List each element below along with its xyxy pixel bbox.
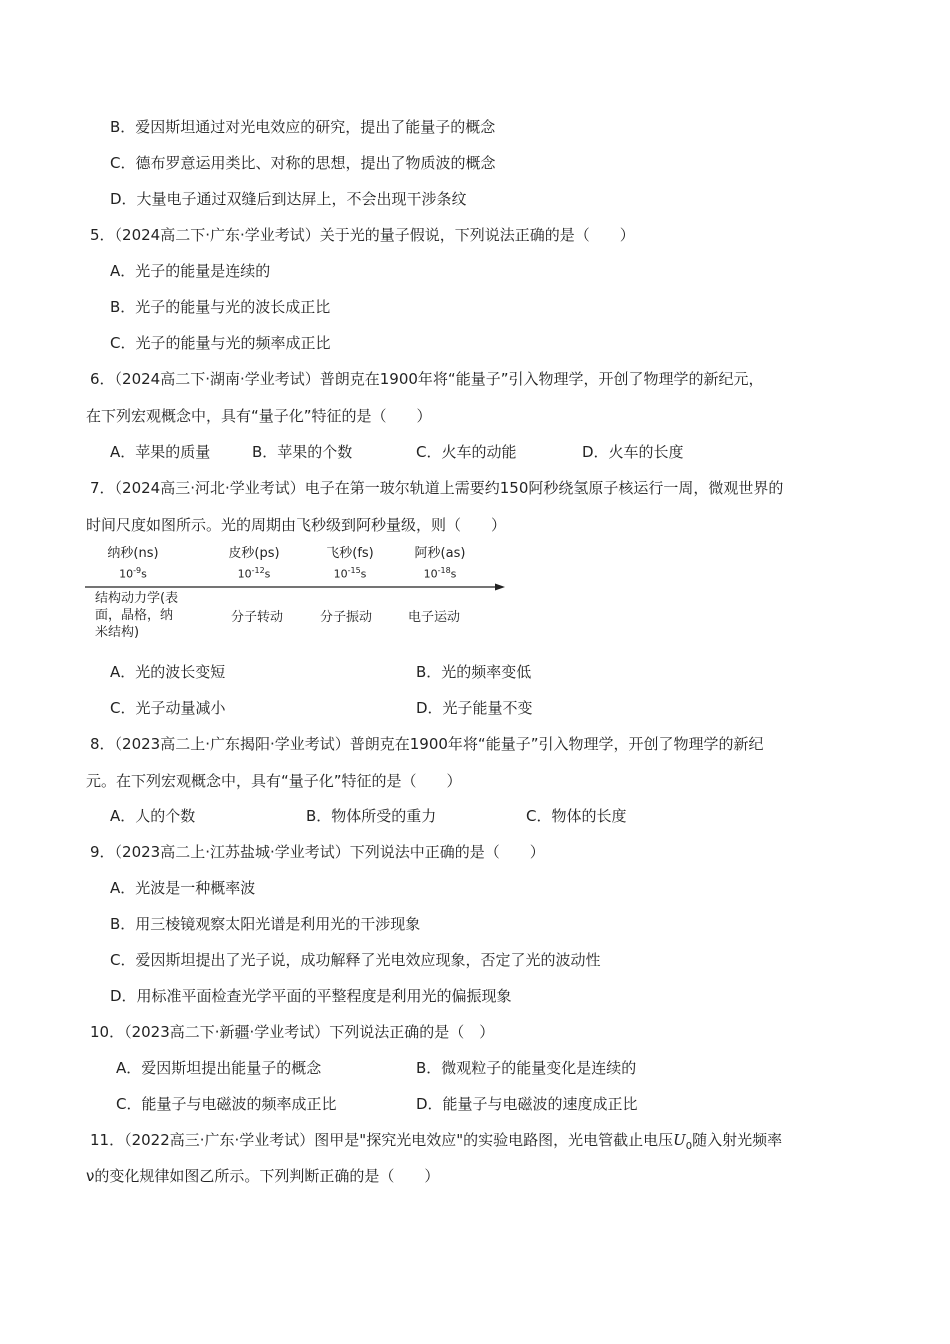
q7-stem-line2: 时间尺度如图所示。光的周期由飞秒级到阿秒量级，则（ ） bbox=[86, 516, 507, 534]
tl-label-vibration: 分子振动 bbox=[320, 610, 373, 625]
q9-option-a: A．光波是一种概率波 bbox=[110, 879, 256, 897]
q4-option-b: B．爱因斯坦通过对光电效应的研究，提出了能量子的概念 bbox=[110, 118, 496, 136]
q8-option-a: A．人的个数 bbox=[110, 807, 196, 825]
q8-option-c: C．物体的长度 bbox=[526, 807, 627, 825]
q9-stem: 9．（2023高二上·江苏盐城·学业考试）下列说法中正确的是（ ） bbox=[90, 843, 545, 861]
tl-unit-as: 阿秒(as) bbox=[414, 546, 466, 561]
q7-option-c: C．光子动量减小 bbox=[110, 699, 226, 717]
q7-option-d: D．光子能量不变 bbox=[416, 699, 533, 717]
q8-option-b: B．物体所受的重力 bbox=[306, 807, 437, 825]
q10-option-d: D．能量子与电磁波的速度成正比 bbox=[416, 1095, 638, 1113]
tl-label-electron: 电子运动 bbox=[408, 610, 461, 625]
q6-option-b: B．苹果的个数 bbox=[252, 443, 353, 461]
q4-option-d: D．大量电子通过双缝后到达屏上，不会出现干涉条纹 bbox=[110, 190, 467, 208]
tl-unit-ps: 皮秒(ps) bbox=[228, 546, 280, 561]
time-scale-figure bbox=[85, 542, 515, 652]
q7-option-b: B．光的频率变低 bbox=[416, 663, 532, 681]
q11-stem-line1: 11．（2022高三·广东·学业考试）图甲是"探究光电效应"的实验电路图，光电管截止电压$U_0$随入射光频率 bbox=[90, 1131, 783, 1152]
q10-option-c: C．能量子与电磁波的频率成正比 bbox=[116, 1095, 337, 1113]
tl-unit-fs: 飞秒(fs) bbox=[326, 546, 374, 561]
q7-option-a: A．光的波长变短 bbox=[110, 663, 226, 681]
q5-option-b: B．光子的能量与光的波长成正比 bbox=[110, 298, 331, 316]
tl-label-structure-1: 结构动力学(表 bbox=[95, 591, 179, 606]
tl-exp-fs: $10^{-15}s$ bbox=[333, 566, 367, 581]
q11-var-u: U bbox=[673, 1131, 686, 1149]
q6-option-c: C．火车的动能 bbox=[416, 443, 517, 461]
tl-label-structure-2: 面，晶格，纳 bbox=[95, 608, 174, 623]
q9-option-d: D．用标准平面检查光学平面的平整程度是利用光的偏振现象 bbox=[110, 987, 512, 1005]
q4-option-c: C．德布罗意运用类比、对称的思想，提出了物质波的概念 bbox=[110, 154, 496, 172]
tl-exp-ps: $10^{-12}s$ bbox=[237, 566, 271, 581]
tl-exp-as: $10^{-18}s$ bbox=[423, 566, 457, 581]
q8-stem-line2: 元。在下列宏观概念中，具有“量子化”特征的是（ ） bbox=[86, 772, 462, 790]
q11-stem-line2: ν的变化规律如图乙所示。下列判断正确的是（ ） bbox=[86, 1167, 440, 1185]
q8-stem-line1: 8．（2023高二上·广东揭阳·学业考试）普朗克在1900年将“能量子”引入物理学，开创了物理学的新纪 bbox=[90, 735, 764, 753]
tl-label-structure-3: 米结构) bbox=[95, 625, 140, 640]
q10-option-a: A．爱因斯坦提出能量子的概念 bbox=[116, 1059, 322, 1077]
q10-stem: 10．（2023高二下·新疆·学业考试）下列说法正确的是（ ） bbox=[90, 1023, 495, 1041]
q6-stem-line2: 在下列宏观概念中，具有“量子化”特征的是（ ） bbox=[86, 407, 432, 425]
tl-exp-ns: $10^{-9}s$ bbox=[119, 566, 147, 581]
q10-option-b: B．微观粒子的能量变化是连续的 bbox=[416, 1059, 637, 1077]
q6-stem-line1: 6．（2024高二下·湖南·学业考试）普朗克在1900年将“能量子”引入物理学，开创了物理学的新纪元， bbox=[90, 370, 764, 388]
q5-option-c: C．光子的能量与光的频率成正比 bbox=[110, 334, 331, 352]
q9-option-b: B．用三棱镜观察太阳光谱是利用光的干涉现象 bbox=[110, 915, 421, 933]
tl-label-rotation: 分子转动 bbox=[231, 610, 284, 625]
q7-stem-line1: 7．（2024高三·河北·学业考试）电子在第一玻尔轨道上需要约150阿秒绕氢原子核运行一周，微观世界的 bbox=[90, 479, 784, 497]
tl-unit-ns: 纳秒(ns) bbox=[107, 546, 159, 561]
q9-option-c: C．爱因斯坦提出了光子说，成功解释了光电效应现象，否定了光的波动性 bbox=[110, 951, 601, 969]
q6-option-a: A．苹果的质量 bbox=[110, 443, 211, 461]
q5-option-a: A．光子的能量是连续的 bbox=[110, 262, 271, 280]
q5-stem: 5．（2024高二下·广东·学业考试）关于光的量子假说，下列说法正确的是（ ） bbox=[90, 226, 635, 244]
q6-option-d: D．火车的长度 bbox=[582, 443, 684, 461]
